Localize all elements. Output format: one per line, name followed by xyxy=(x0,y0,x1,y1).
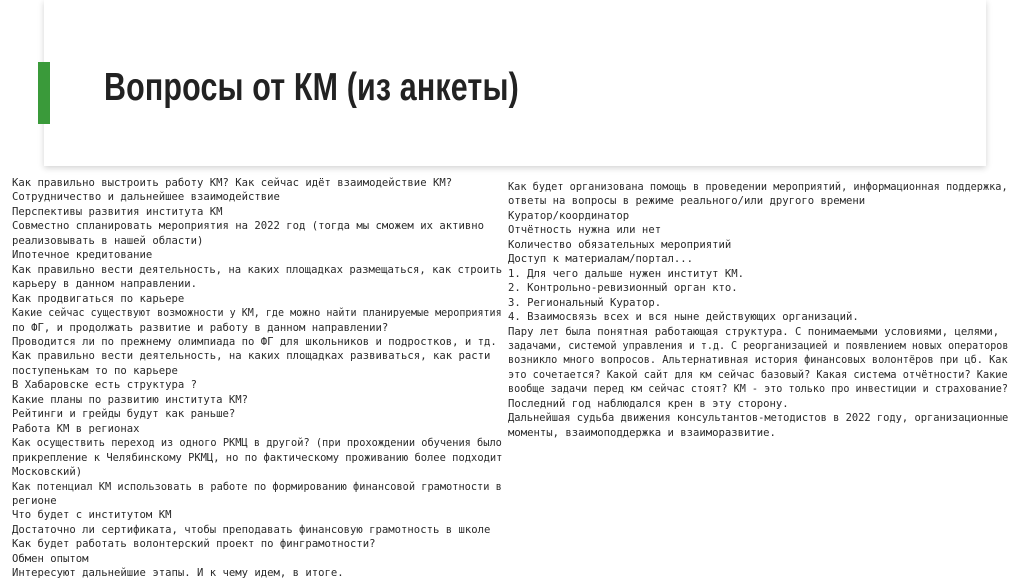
left-question-line: Сотрудничество и дальнейшее взаимодействие xyxy=(12,191,280,204)
right-question-line: это сочетается? Какой сайт для км сейчас базовый? Какая система отчётности? Какие xyxy=(508,368,1008,381)
right-question-line: 4. Взаимосвязь всех и вся ныне действующих организаций. xyxy=(508,311,859,324)
left-question-line: Обмен опытом xyxy=(12,552,89,565)
left-question-line: Как осуществить переход из одного РКМЦ в другой? (при прохождении обучения было xyxy=(12,437,502,450)
left-question-line: Перспективы развития института КМ xyxy=(12,205,223,218)
left-question-line: Рейтинги и грейды будут как раньше? xyxy=(12,408,236,421)
left-question-line: Работа КМ в регионах xyxy=(12,422,140,435)
right-question-line: 2. Контрольно-ревизионный орган кто. xyxy=(508,282,738,295)
right-question-line: Отчётность нужна или нет xyxy=(508,224,662,237)
left-question-line: Какие планы по развитию института КМ? xyxy=(12,393,248,406)
left-question-line: Интересуют дальнейшие этапы. И к чему идем, в итоге. xyxy=(12,567,344,580)
right-question-list xyxy=(508,180,1008,440)
left-question-line: карьеру в данном направлении. xyxy=(12,278,197,291)
right-question-line: Как будет организована помощь в проведении мероприятий, информационная поддержка, xyxy=(508,181,1008,193)
slide-title: Вопросы от КМ (из анкеты) xyxy=(104,66,519,109)
left-question-line: по ФГ, и продолжать развитие и работу в данном направлении? xyxy=(12,321,389,334)
accent-bar xyxy=(38,62,50,124)
left-question-line: реализовывать в нашей области) xyxy=(12,234,204,247)
right-question-line: 3. Региональный Куратор. xyxy=(508,296,662,309)
right-question-line: Куратор/координатор xyxy=(508,209,630,222)
right-question-line: вообще задачи перед км сейчас стоят? КМ - это только про инвестиции и страхование? xyxy=(508,383,1008,396)
right-question-line: возникло много вопросов. Альтернативная история финансовых волонтёров при цб. Как xyxy=(508,354,1008,367)
left-question-line: Проводится ли по прежнему олимпиада по ФГ для школьников и подростков, и тд. xyxy=(12,335,497,348)
right-question-line: задачами, системой управления и т.д. С реорганизацией и появлением новых операторов xyxy=(508,339,1009,352)
left-question-line: регионе xyxy=(12,494,57,507)
left-question-line: прикрепление к Челябинскому РКМЦ, но по фактическому проживанию более подходит xyxy=(12,451,503,464)
left-question-line: Что будет с институтом КМ xyxy=(12,509,172,522)
left-question-line: Как потенциал КМ использовать в работе по формированию финансовой грамотности в xyxy=(12,480,502,493)
left-question-line: Какие сейчас существуют возможности у КМ, где можно найти планируемые мероприятия xyxy=(12,307,502,320)
left-question-line: Как правильно вести деятельность, на каких площадках размещаться, как строить xyxy=(12,263,503,276)
left-question-line: Как правильно выстроить работу КМ? Как сейчас идёт взаимодействие КМ? xyxy=(12,177,453,189)
right-question-line: Последний год наблюдался крен в эту сторону. xyxy=(508,397,789,410)
left-question-line: Достаточно ли сертификата, чтобы преподавать финансовую грамотность в школе xyxy=(12,523,491,536)
left-question-line: Как правильно вести деятельность, на каких площадках развиваться, как расти xyxy=(12,350,491,363)
left-question-line: Московский) xyxy=(12,466,83,479)
left-question-line: В Хабаровске есть структура ? xyxy=(12,379,197,392)
right-question-line: ответы на вопросы в режиме реального/или другого времени xyxy=(508,195,866,208)
right-question-line: Пару лет была понятная работающая структура. С понимаемыми условиями, целями, xyxy=(508,325,1000,338)
left-question-line: Как продвигаться по карьере xyxy=(12,292,185,305)
right-question-line: Дальнейшая судьба движения консультантов-методистов в 2022 году, организационные xyxy=(508,412,1009,425)
right-question-line: Количество обязательных мероприятий xyxy=(508,238,732,251)
right-question-line: 1. Для чего дальше нужен институт КМ. xyxy=(508,267,744,280)
left-question-line: поступенькам то по карьере xyxy=(12,364,178,377)
left-question-line: Как будет работать волонтерский проект по финграмотности? xyxy=(12,538,376,551)
left-question-list xyxy=(12,176,502,581)
left-question-line: Совместно спланировать мероприятия на 2022 год (тогда мы сможем их активно xyxy=(12,220,484,233)
right-question-line: Доступ к материалам/портал... xyxy=(508,253,693,266)
right-question-line: моменты, взаимоподдержка и взаиморазвитие. xyxy=(508,426,776,439)
left-question-line: Ипотечное кредитование xyxy=(12,249,153,262)
